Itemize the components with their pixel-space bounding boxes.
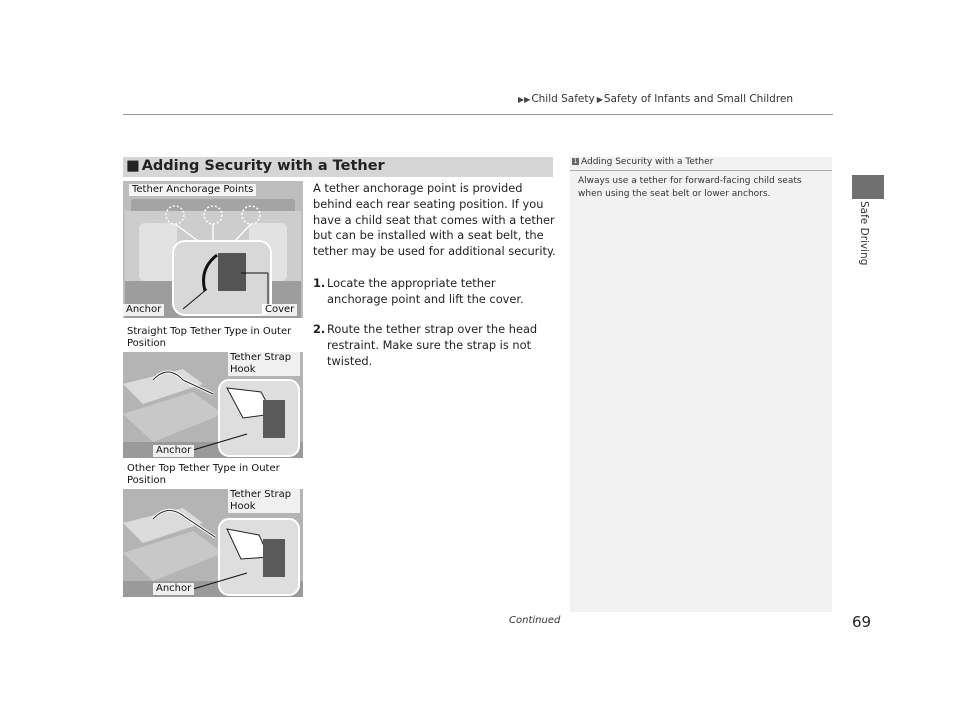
double-triangle-icon: ▶▶ <box>518 95 531 104</box>
intro-paragraph: A tether anchorage point is provided behind each rear seating position. If you have a child seat that comes with a tether but can be installed with a seat belt, the tether may be used for additional security. <box>313 181 556 259</box>
note-rule <box>570 170 832 171</box>
note-number-icon: 1 <box>573 158 578 165</box>
note-panel <box>570 157 832 612</box>
step-1-number: 1. <box>313 276 326 290</box>
page-number: 69 <box>852 613 872 631</box>
figure2-title: Straight Top Tether Type in Outer Position <box>127 326 292 349</box>
figure3-hook-label: Tether Strap Hook <box>228 489 300 513</box>
figure-anchorage-points <box>123 181 303 318</box>
step-2-text: Route the tether strap over the head restraint. Make sure the strap is not twisted. <box>327 322 538 368</box>
figure-straight-tether <box>123 324 303 458</box>
seatback-illustration <box>123 181 303 318</box>
note-heading <box>572 157 713 167</box>
step-1 <box>313 276 558 308</box>
breadcrumb-part2: Safety of Infants and Small Children <box>603 93 794 105</box>
triangle-icon: ▶ <box>596 95 603 104</box>
figure1-title: Tether Anchorage Points <box>129 184 256 196</box>
figure2-hook-label: Tether Strap Hook <box>228 352 300 376</box>
chapter-tab <box>852 175 884 199</box>
figure-other-tether <box>123 461 303 597</box>
breadcrumb <box>518 93 793 105</box>
breadcrumb-part1: Child Safety <box>531 93 595 105</box>
square-bullet-icon: ■ <box>126 158 140 174</box>
step-2 <box>313 322 558 369</box>
continued-label: Continued <box>509 615 561 626</box>
figure2-anchor-label: Anchor <box>153 445 194 457</box>
note-title: Adding Security with a Tether <box>581 157 714 167</box>
step-2-number: 2. <box>313 322 326 336</box>
note-body: Always use a tether for forward-facing child seats when using the seat belt or lower anchors. <box>578 176 802 199</box>
header-rule <box>123 114 833 115</box>
chapter-label: Safe Driving <box>858 201 870 266</box>
figure1-cover-label: Cover <box>262 304 297 316</box>
figure3-title: Other Top Tether Type in Outer Position <box>127 463 280 486</box>
step-1-text: Locate the appropriate tether anchorage point and lift the cover. <box>327 276 524 306</box>
section-title: ■ Adding Security with a Tether <box>126 158 385 174</box>
figure1-anchor-label: Anchor <box>123 304 164 316</box>
figure3-anchor-label: Anchor <box>153 583 194 595</box>
